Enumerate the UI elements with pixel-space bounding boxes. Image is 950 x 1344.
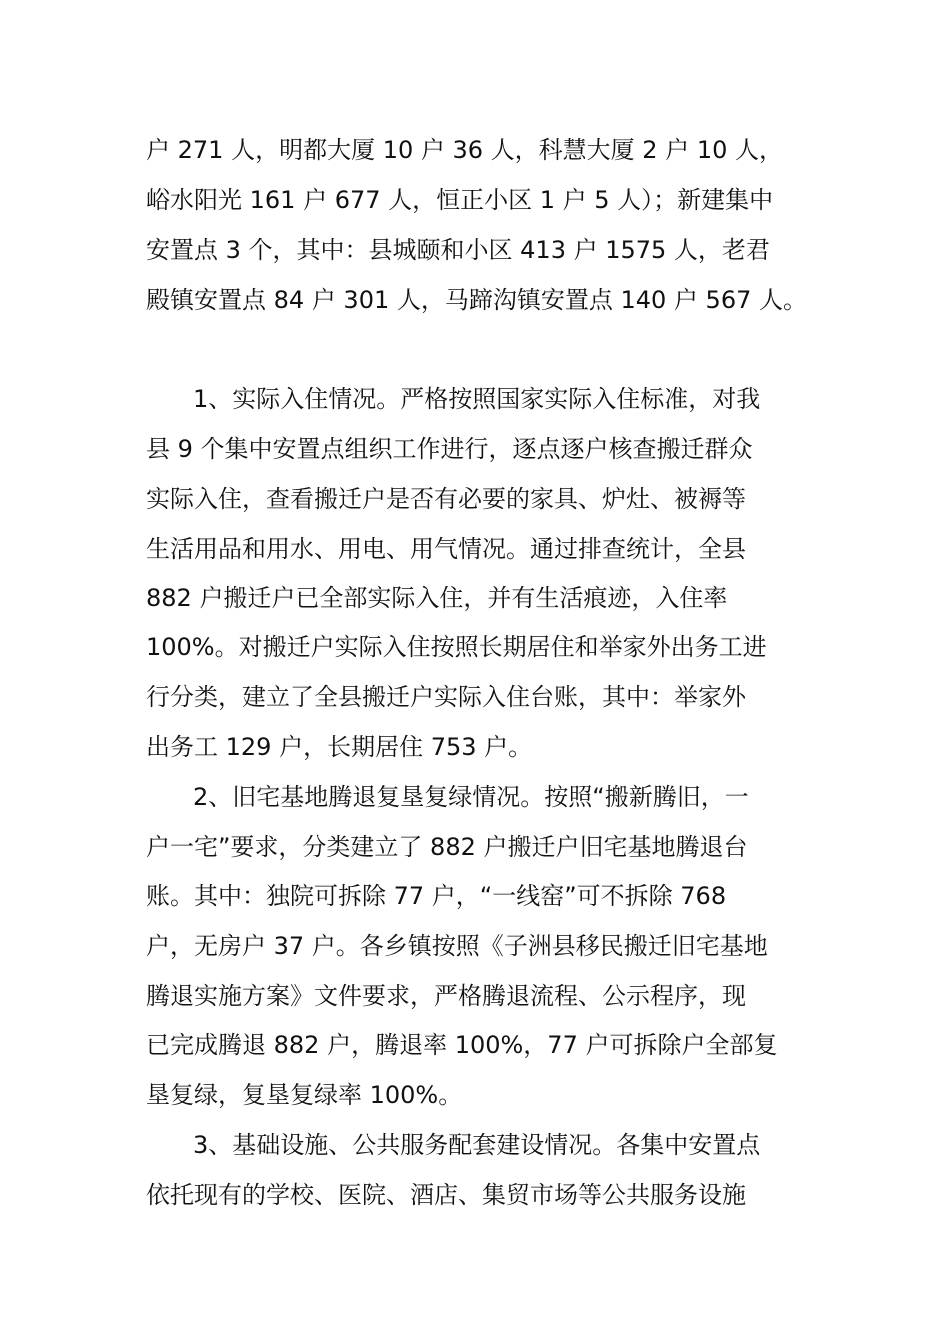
text-line: 户一宅”要求，分类建立了 882 户搬迁户旧宅基地腾退台 [146,833,748,861]
text-line: 已完成腾退 882 户，腾退率 100%，77 户可拆除户全部复 [146,1031,778,1059]
text-line: 出务工 129 户，长期居住 753 户。 [146,733,533,761]
text-line: 县 9 个集中安置点组织工作进行，逐点逐户核查搬迁群众 [146,435,753,463]
text-line: 户 271 人，明都大厦 10 户 36 人，科慧大厦 2 户 10 人， [146,136,783,164]
text-line: 腾退实施方案》文件要求，严格腾退流程、公示程序，现 [146,982,746,1010]
text-line: 户，无房户 37 户。各乡镇按照《子洲县移民搬迁旧宅基地 [146,932,768,960]
paragraph-1-first-line: 1、实际入住情况。严格按照国家实际入住标准，对我 [193,385,761,413]
text-line: 垦复绿，复垦复绿率 100%。 [146,1081,463,1109]
text-line: 实际入住，查看搬迁户是否有必要的家具、炉灶、被褥等 [146,485,746,513]
text-line: 峪水阳光 161 户 677 人，恒正小区 1 户 5 人）；新建集中 [146,186,774,214]
text-line: 安置点 3 个，其中：县城颐和小区 413 户 1575 人，老君 [146,236,770,264]
text-line: 生活用品和用水、用电、用气情况。通过排查统计，全县 [146,535,746,563]
paragraph-3-first-line: 3、基础设施、公共服务配套建设情况。各集中安置点 [193,1131,761,1159]
text-line: 依托现有的学校、医院、酒店、集贸市场等公共服务设施 [146,1181,746,1209]
text-line: 行分类，建立了全县搬迁户实际入住台账，其中：举家外 [146,683,746,711]
text-line: 882 户搬迁户已全部实际入住，并有生活痕迹，入住率 [146,584,728,612]
text-line: 100%。对搬迁户实际入住按照长期居住和举家外出务工进 [146,633,767,661]
paragraph-2-first-line: 2、旧宅基地腾退复垦复绿情况。按照“搬新腾旧，一 [193,783,749,811]
text-line: 账。其中：独院可拆除 77 户，“一线窑”可不拆除 768 [146,882,727,910]
text-line: 殿镇安置点 84 户 301 人，马蹄沟镇安置点 140 户 567 人。 [146,286,807,314]
